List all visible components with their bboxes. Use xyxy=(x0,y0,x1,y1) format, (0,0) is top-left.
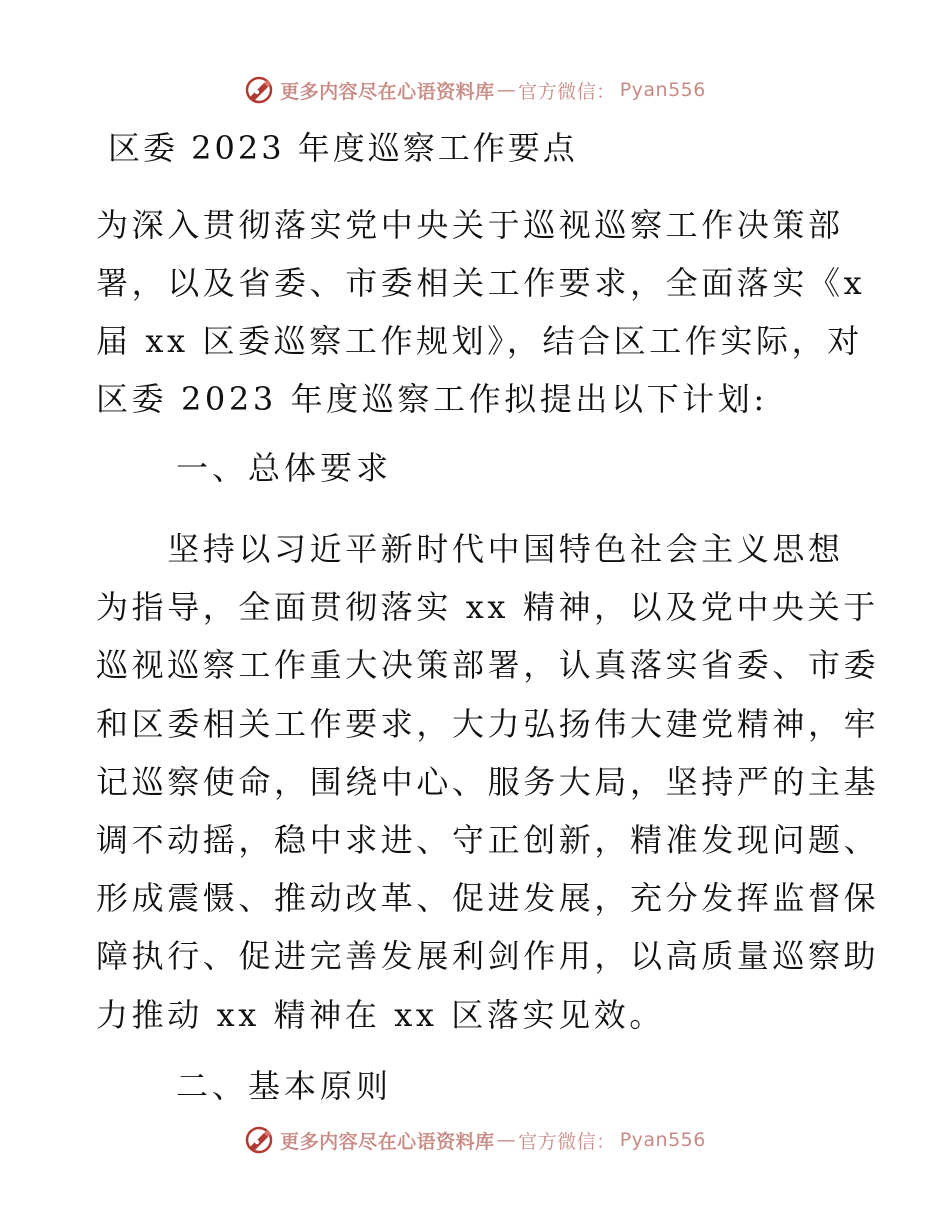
section-heading-basic-principles: 二、基本原则 xyxy=(176,1067,393,1105)
watermark-dash: — xyxy=(496,1129,517,1151)
watermark-main-text: 更多内容尽在心语资料库 xyxy=(280,80,495,103)
pen-logo-icon xyxy=(244,75,274,105)
intro-paragraph xyxy=(96,196,866,428)
paragraph-line: 力推动 xx 精神在 xx 区落实见效。 xyxy=(96,995,665,1034)
intro-line: 为深入贯彻落实党中央关于巡视巡察工作决策部 xyxy=(96,206,844,244)
intro-line: 届 xx 区委巡察工作规划》，结合区工作实际，对 xyxy=(96,322,863,360)
intro-line: 署，以及省委、市委相关工作要求，全面落实《x xyxy=(96,264,866,302)
watermark-header xyxy=(0,70,950,110)
paragraph-line: 障执行、促进完善发展利剑作用，以高质量巡察助 xyxy=(96,937,880,976)
section1-paragraph xyxy=(96,520,880,1044)
watermark-account: Pyan556 xyxy=(619,79,706,101)
paragraph-line: 调不动摇，稳中求进、守正创新，精准发现问题、 xyxy=(96,820,880,859)
watermark-dash: — xyxy=(496,79,517,101)
document-title: 区委 2023 年度巡察工作要点 xyxy=(108,129,578,167)
watermark-footer xyxy=(0,1120,950,1160)
pen-logo-icon xyxy=(244,1125,274,1155)
intro-line: 区委 2023 年度巡察工作拟提出以下计划: xyxy=(96,380,768,418)
paragraph-line: 巡视巡察工作重大决策部署，认真落实省委、市委 xyxy=(96,646,880,685)
paragraph-line: 为指导，全面贯彻落实 xx 精神，以及党中央关于 xyxy=(96,588,879,627)
watermark-main-text: 更多内容尽在心语资料库 xyxy=(280,1130,495,1153)
section-heading-overall-requirements: 一、总体要求 xyxy=(176,449,393,487)
watermark-official-label: 官方微信： xyxy=(518,1130,616,1153)
watermark-official-label: 官方微信： xyxy=(518,80,616,103)
paragraph-line: 记巡察使命，围绕中心、服务大局，坚持严的主基 xyxy=(96,762,880,801)
paragraph-line: 和区委相关工作要求，大力弘扬伟大建党精神，牢 xyxy=(96,704,880,743)
watermark-account: Pyan556 xyxy=(619,1129,706,1151)
paragraph-line: 坚持以习近平新时代中国特色社会主义思想 xyxy=(96,530,844,568)
paragraph-line: 形成震慑、推动改革、促进发展，充分发挥监督保 xyxy=(96,879,880,918)
